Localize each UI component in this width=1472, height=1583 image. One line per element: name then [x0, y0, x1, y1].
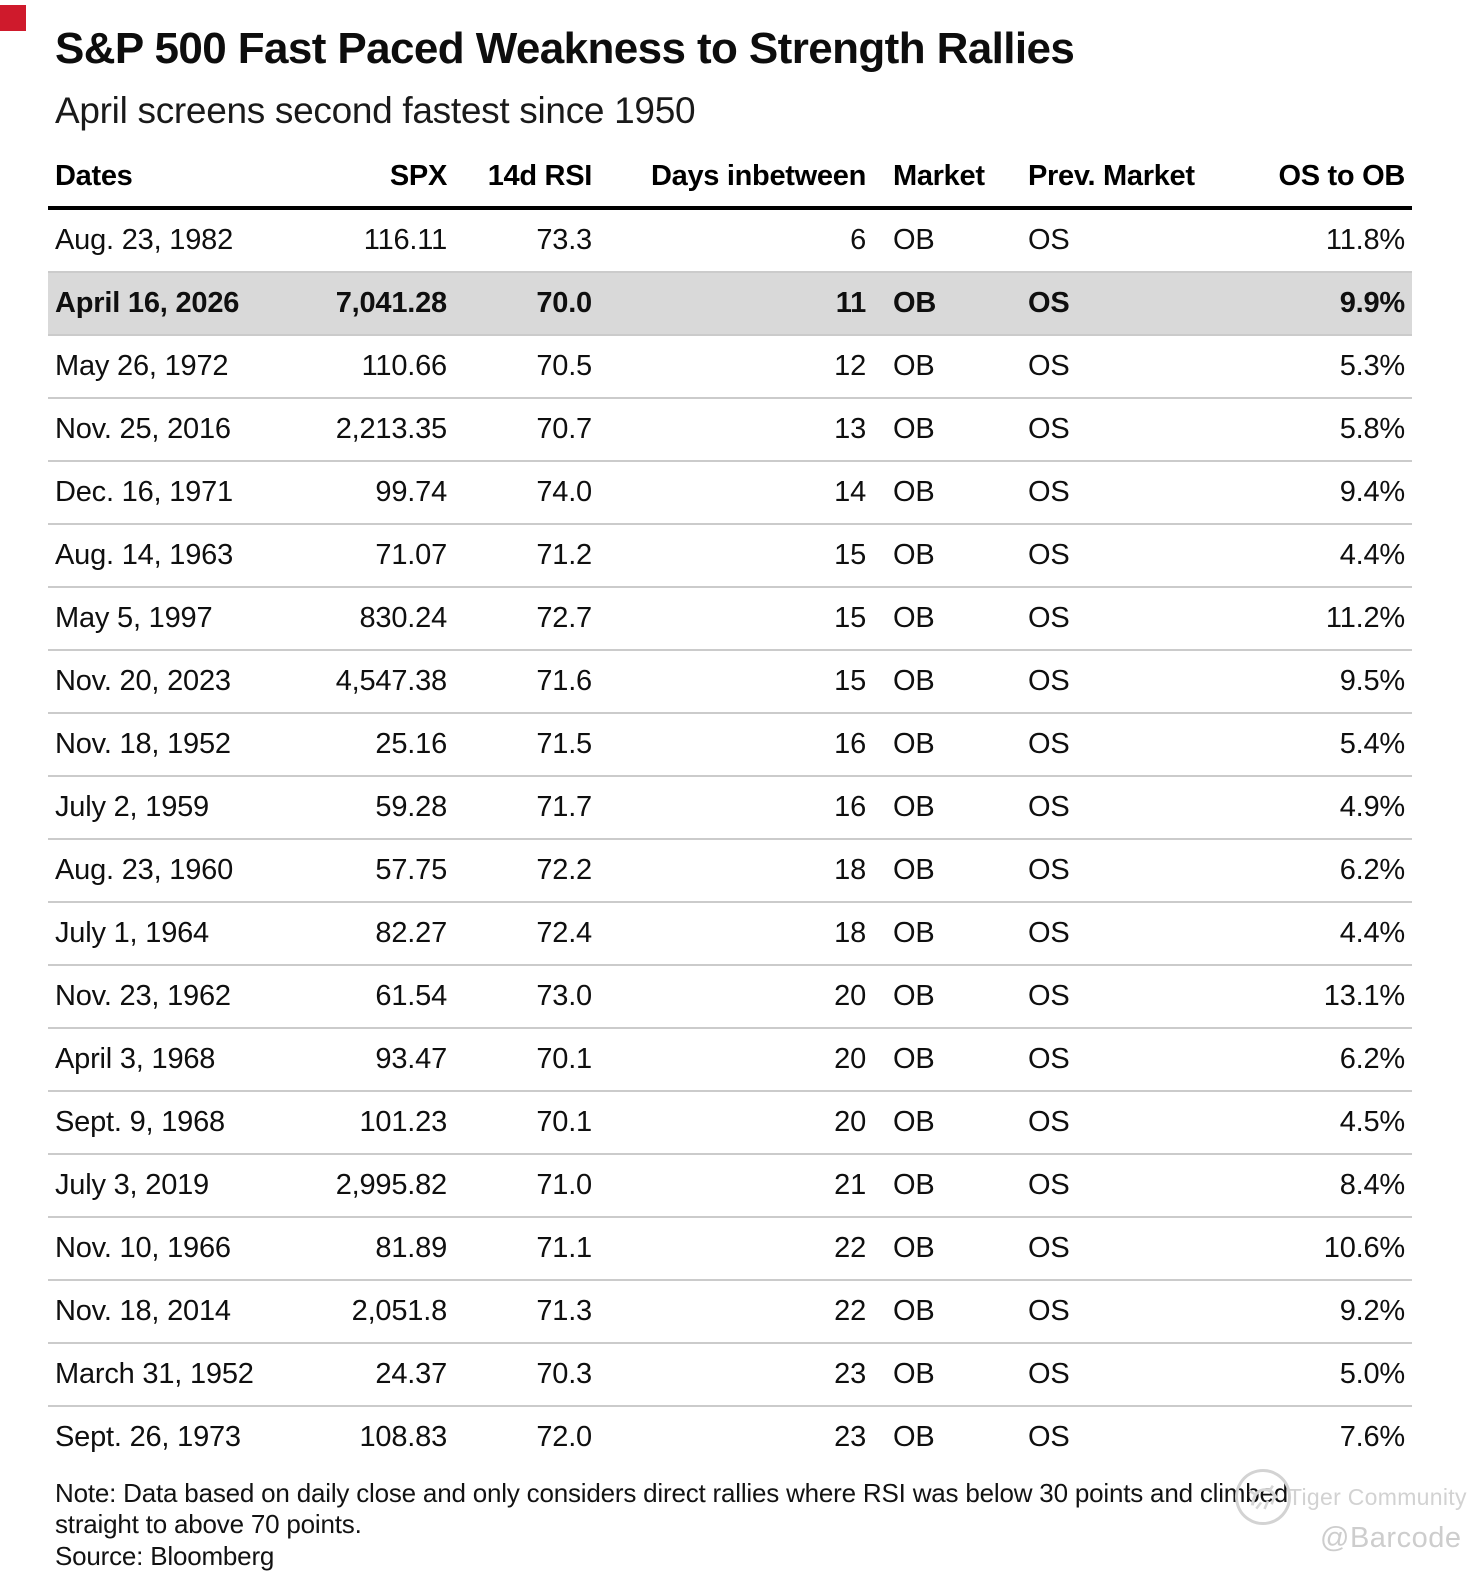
cell-market: OB [893, 350, 935, 382]
table-row [48, 208, 1412, 272]
cell-prev-market: OS [1028, 1043, 1070, 1075]
table-row [48, 461, 1412, 524]
cell-days-inbetween: 23 [834, 1421, 866, 1453]
table-row [48, 713, 1412, 776]
cell-spx: 101.23 [359, 1106, 447, 1138]
rallies-table [48, 160, 1412, 1468]
cell-os-to-ob: 5.0% [1339, 1358, 1405, 1390]
cell-market: OB [893, 1106, 935, 1138]
cell-market: OB [893, 665, 935, 697]
watermark-handle: @Barcode [1320, 1522, 1462, 1554]
cell-spx: 2,995.82 [335, 1169, 447, 1201]
source-text: Source: Bloomberg [55, 1541, 275, 1571]
table-row [48, 1217, 1412, 1280]
chart-title: S&P 500 Fast Paced Weakness to Strength Rallies [55, 24, 1075, 73]
cell-dates: May 5, 1997 [55, 602, 213, 634]
cell-os-to-ob: 5.3% [1339, 350, 1405, 382]
cell-os-to-ob: 4.4% [1339, 917, 1405, 949]
cell-prev-market: OS [1028, 1421, 1070, 1453]
cell-dates: Nov. 23, 1962 [55, 980, 231, 1012]
cell-market: OB [866, 272, 1028, 335]
cell-spx: 108.83 [359, 1421, 447, 1453]
column-header-dates: Dates [55, 160, 133, 192]
cell-rsi: 71.1 [536, 1232, 592, 1264]
cell-days-inbetween: 11 [592, 272, 866, 335]
cell-os-to-ob: 9.2% [1339, 1295, 1405, 1327]
cell-prev-market: OS [1028, 980, 1070, 1012]
cell-rsi: 72.7 [536, 602, 592, 634]
cell-spx: 24.37 [375, 1358, 447, 1390]
cell-dates: April 16, 2026 [48, 272, 303, 335]
cell-dates: Aug. 14, 1963 [55, 539, 233, 571]
column-header-os-to-ob: OS to OB [1278, 160, 1405, 192]
cell-prev-market: OS [1028, 1106, 1070, 1138]
cell-dates: Nov. 25, 2016 [55, 413, 231, 445]
cell-market: OB [893, 854, 935, 886]
cell-rsi: 72.2 [536, 854, 592, 886]
cell-spx: 93.47 [375, 1043, 447, 1075]
cell-os-to-ob: 6.2% [1339, 854, 1405, 886]
cell-days-inbetween: 20 [834, 980, 866, 1012]
cell-prev-market: OS [1028, 602, 1070, 634]
cell-os-to-ob: 5.8% [1339, 413, 1405, 445]
cell-days-inbetween: 15 [834, 665, 866, 697]
cell-market: OB [893, 791, 935, 823]
cell-rsi: 70.1 [536, 1043, 592, 1075]
cell-dates: July 3, 2019 [55, 1169, 209, 1201]
cell-days-inbetween: 14 [834, 476, 866, 508]
cell-spx: 25.16 [375, 728, 447, 760]
cell-market: OB [893, 539, 935, 571]
cell-dates: Sept. 9, 1968 [55, 1106, 225, 1138]
cell-market: OB [893, 224, 935, 256]
cell-days-inbetween: 22 [834, 1232, 866, 1264]
cell-market: OB [893, 1295, 935, 1327]
cell-spx: 7,041.28 [303, 272, 447, 335]
note-line-1: Note: Data based on daily close and only considers direct rallies where RSI was below 30 points and climbed [55, 1478, 1289, 1508]
tiger-face-doodle [1233, 1467, 1292, 1526]
table-row [48, 335, 1412, 398]
cell-days-inbetween: 18 [834, 917, 866, 949]
table-row [48, 965, 1412, 1028]
table-row [48, 398, 1412, 461]
cell-os-to-ob: 4.5% [1339, 1106, 1405, 1138]
table-row [48, 524, 1412, 587]
column-header-prev-market: Prev. Market [1028, 160, 1195, 192]
cell-days-inbetween: 23 [834, 1358, 866, 1390]
cell-rsi: 70.7 [536, 413, 592, 445]
cell-prev-market: OS [1028, 413, 1070, 445]
cell-os-to-ob: 4.9% [1339, 791, 1405, 823]
cell-market: OB [893, 1169, 935, 1201]
table-row [48, 1406, 1412, 1468]
cell-os-to-ob: 8.4% [1339, 1169, 1405, 1201]
cell-dates: Nov. 18, 1952 [55, 728, 231, 760]
table-header-row [48, 160, 1412, 208]
table-row [48, 776, 1412, 839]
cell-market: OB [893, 476, 935, 508]
cell-spx: 830.24 [359, 602, 447, 634]
cell-rsi: 74.0 [536, 476, 592, 508]
table-row [48, 839, 1412, 902]
cell-dates: Aug. 23, 1982 [55, 224, 233, 256]
note-line-2: straight to above 70 points. [55, 1509, 362, 1539]
column-header-days-inbetween: Days inbetween [651, 160, 866, 192]
cell-rsi: 71.0 [536, 1169, 592, 1201]
table-row [48, 1280, 1412, 1343]
cell-spx: 110.66 [361, 350, 447, 382]
cell-rsi: 71.3 [536, 1295, 592, 1327]
cell-market: OB [893, 1358, 935, 1390]
cell-prev-market: OS [1028, 917, 1070, 949]
cell-market: OB [893, 1232, 935, 1264]
cell-spx: 2,213.35 [335, 413, 447, 445]
cell-spx: 82.27 [375, 917, 447, 949]
cell-rsi: 71.7 [536, 791, 592, 823]
cell-prev-market: OS [1028, 1358, 1070, 1390]
cell-spx: 2,051.8 [351, 1295, 447, 1327]
cell-dates: Aug. 23, 1960 [55, 854, 233, 886]
table-row [48, 1343, 1412, 1406]
cell-dates: Nov. 10, 1966 [55, 1232, 231, 1264]
cell-os-to-ob: 6.2% [1339, 1043, 1405, 1075]
cell-spx: 57.75 [375, 854, 447, 886]
cell-days-inbetween: 6 [850, 224, 866, 256]
cell-dates: Nov. 20, 2023 [55, 665, 231, 697]
cell-days-inbetween: 18 [834, 854, 866, 886]
watermark-community: Tiger Community [1288, 1484, 1467, 1510]
table-row [48, 902, 1412, 965]
cell-rsi: 72.4 [536, 917, 592, 949]
column-header-rsi: 14d RSI [487, 160, 592, 192]
cell-rsi: 71.6 [536, 665, 592, 697]
cell-prev-market: OS [1028, 665, 1070, 697]
cell-market: OB [893, 917, 935, 949]
cell-days-inbetween: 16 [834, 728, 866, 760]
cell-days-inbetween: 20 [834, 1106, 866, 1138]
table-row [48, 1091, 1412, 1154]
cell-prev-market: OS [1028, 476, 1070, 508]
cell-dates: April 3, 1968 [55, 1043, 216, 1075]
cell-prev-market: OS [1028, 539, 1070, 571]
cell-prev-market: OS [1028, 1232, 1070, 1264]
cell-dates: March 31, 1952 [55, 1358, 254, 1390]
cell-rsi: 71.5 [536, 728, 592, 760]
cell-spx: 71.07 [375, 539, 447, 571]
cell-dates: Dec. 16, 1971 [55, 476, 233, 508]
cell-prev-market: OS [1028, 854, 1070, 886]
cell-os-to-ob: 5.4% [1339, 728, 1405, 760]
cell-market: OB [893, 602, 935, 634]
cell-spx: 99.74 [375, 476, 447, 508]
cell-rsi: 70.1 [536, 1106, 592, 1138]
cell-market: OB [893, 980, 935, 1012]
cell-prev-market: OS [1028, 272, 1218, 335]
table-row [48, 587, 1412, 650]
cell-days-inbetween: 15 [834, 539, 866, 571]
cell-os-to-ob: 9.5% [1339, 665, 1405, 697]
cell-os-to-ob: 9.4% [1339, 476, 1405, 508]
cell-days-inbetween: 13 [834, 413, 866, 445]
cell-dates: Sept. 26, 1973 [55, 1421, 241, 1453]
cell-rsi: 70.5 [536, 350, 592, 382]
cell-spx: 4,547.38 [335, 665, 447, 697]
cell-dates: May 26, 1972 [55, 350, 229, 382]
cell-prev-market: OS [1028, 1295, 1070, 1327]
cell-rsi: 73.0 [536, 980, 592, 1012]
cell-rsi: 71.2 [536, 539, 592, 571]
cell-market: OB [893, 413, 935, 445]
cell-os-to-ob: 4.4% [1339, 539, 1405, 571]
cell-rsi: 72.0 [536, 1421, 592, 1453]
cell-prev-market: OS [1028, 791, 1070, 823]
cell-market: OB [893, 1421, 935, 1453]
cell-rsi: 70.0 [447, 272, 592, 335]
cell-os-to-ob: 10.6% [1323, 1232, 1405, 1264]
chart-subtitle: April screens second fastest since 1950 [55, 90, 696, 131]
cell-days-inbetween: 20 [834, 1043, 866, 1075]
cell-rsi: 70.3 [536, 1358, 592, 1390]
cell-spx: 81.89 [375, 1232, 447, 1264]
cell-days-inbetween: 12 [834, 350, 866, 382]
cell-days-inbetween: 16 [834, 791, 866, 823]
cell-spx: 116.11 [363, 224, 447, 256]
cell-prev-market: OS [1028, 350, 1070, 382]
table-row [48, 1154, 1412, 1217]
cell-days-inbetween: 21 [834, 1169, 866, 1201]
table-header [48, 160, 1412, 208]
cell-dates: Nov. 18, 2014 [55, 1295, 231, 1327]
cell-days-inbetween: 22 [834, 1295, 866, 1327]
table-body [48, 208, 1412, 1468]
cell-os-to-ob: 9.9% [1218, 272, 1412, 335]
column-header-spx: SPX [389, 160, 447, 192]
cell-market: OB [893, 1043, 935, 1075]
cell-rsi: 73.3 [536, 224, 592, 256]
cell-dates: July 1, 1964 [55, 917, 209, 949]
cell-spx: 59.28 [375, 791, 447, 823]
table-row [48, 650, 1412, 713]
cell-prev-market: OS [1028, 728, 1070, 760]
footnote-block [55, 1478, 1288, 1572]
cell-os-to-ob: 7.6% [1339, 1421, 1405, 1453]
cell-os-to-ob: 11.8% [1325, 224, 1405, 256]
table-row [48, 1028, 1412, 1091]
column-header-market: Market [893, 160, 985, 192]
cell-market: OB [893, 728, 935, 760]
cell-spx: 61.54 [375, 980, 447, 1012]
table-row-highlighted [48, 272, 1412, 335]
cell-prev-market: OS [1028, 1169, 1070, 1201]
cell-prev-market: OS [1028, 224, 1070, 256]
red-corner-mark [0, 5, 26, 31]
cell-os-to-ob: 11.2% [1325, 602, 1405, 634]
cell-dates: July 2, 1959 [55, 791, 209, 823]
cell-os-to-ob: 13.1% [1323, 980, 1405, 1012]
cell-days-inbetween: 15 [834, 602, 866, 634]
